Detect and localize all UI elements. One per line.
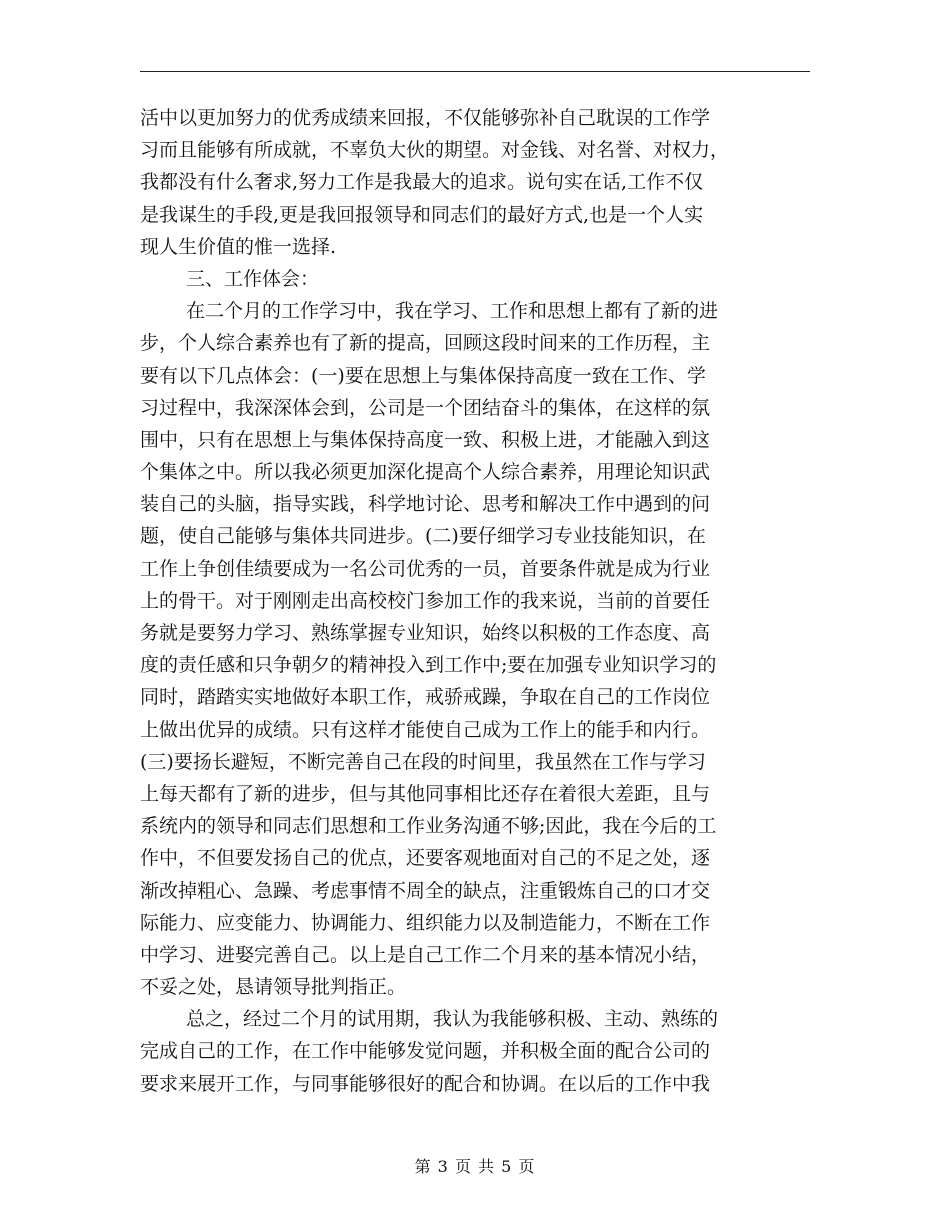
text-line: 中学习、进娶完善自己。以上是自己工作二个月来的基本情况小结， [140, 943, 711, 966]
section-heading: 三、工作体会： [186, 267, 320, 290]
text-line: 工作上争创佳绩要成为一名公司优秀的一员，首要条件就是成为行业 [140, 557, 711, 580]
text-line: 际能力、应变能力、协调能力、组织能力以及制造能力，不断在工作 [140, 911, 711, 934]
text-line: 系统内的领导和同志们思想和工作业务沟通不够;因此，我在今后的工 [140, 815, 717, 838]
text-line: 活中以更加努力的优秀成绩来回报，不仅能够弥补自己耽误的工作学 [140, 107, 711, 129]
text-line: 不妥之处，恳请领导批判指正。 [140, 976, 407, 999]
document-body [140, 102, 810, 1100]
text-line: (三)要扬长避短，不断完善自己在段的时间里，我虽然在工作与学习 [140, 750, 706, 773]
text-line: 度的责任感和只争朝夕的精神投入到工作中;要在加强专业知识学习的 [140, 654, 717, 677]
text-line: 步，个人综合素养也有了新的提高，回顾这段时间来的工作历程，主 [140, 332, 711, 355]
text-line: 要求来展开工作，与同事能够很好的配合和协调。在以后的工作中我 [140, 1072, 711, 1095]
text-line: 装自己的头脑，指导实践，科学地讨论、思考和解决工作中遇到的问 [140, 493, 711, 516]
text-line: 作中，不但要发扬自己的优点，还要客观地面对自己的不足之处，逐 [140, 847, 711, 870]
text-line: 总之，经过二个月的试用期，我认为我能够积极、主动、熟练的 [186, 1008, 719, 1031]
text-line: 上的骨干。对于刚刚走出高校校门参加工作的我来说，当前的首要任 [140, 589, 711, 612]
text-line: 个集体之中。所以我必须更加深化提高个人综合素养，用理论知识武 [140, 461, 711, 484]
text-line: 题，使自己能够与集体共同进步。(二)要仔细学习专业技能知识，在 [140, 525, 706, 548]
text-line: 要有以下几点体会：(一)要在思想上与集体保持高度一致在工作、学 [140, 364, 706, 387]
text-line: 是我谋生的手段,更是我回报领导和同志们的最好方式,也是一个人实 [140, 203, 704, 226]
text-line: 上每天都有了新的进步，但与其他同事相比还存在着很大差距，且与 [140, 782, 711, 805]
text-line: 我都没有什么奢求,努力工作是我最大的追求。说句实在话,工作不仅 [140, 171, 704, 194]
text-line: 习过程中，我深深体会到，公司是一个团结奋斗的集体，在这样的氛 [140, 396, 711, 419]
text-line: 现人生价值的惟一选择. [140, 235, 337, 258]
text-line: 习而且能够有所成就，不辜负大伙的期望。对金钱、对名誉、对权力， [140, 139, 730, 162]
page-number-footer: 第 3 页 共 5 页 [414, 1157, 536, 1176]
header-divider [140, 71, 810, 72]
text-line: 围中，只有在思想上与集体保持高度一致、积极上进，才能融入到这 [140, 428, 711, 451]
text-line: 上做出优异的成绩。只有这样才能使自己成为工作上的能手和内行。 [140, 718, 711, 741]
text-line: 同时，踏踏实实地做好本职工作，戒骄戒躁，争取在自己的工作岗位 [140, 686, 711, 709]
text-line: 在二个月的工作学习中，我在学习、工作和思想上都有了新的进 [186, 300, 719, 323]
text-line: 渐改掉粗心、急躁、考虑事情不周全的缺点，注重锻炼自己的口才交 [140, 879, 711, 902]
text-line: 务就是要努力学习、熟练掌握专业知识，始终以积极的工作态度、高 [140, 622, 711, 644]
text-line: 完成自己的工作，在工作中能够发觉问题，并积极全面的配合公司的 [140, 1040, 711, 1063]
